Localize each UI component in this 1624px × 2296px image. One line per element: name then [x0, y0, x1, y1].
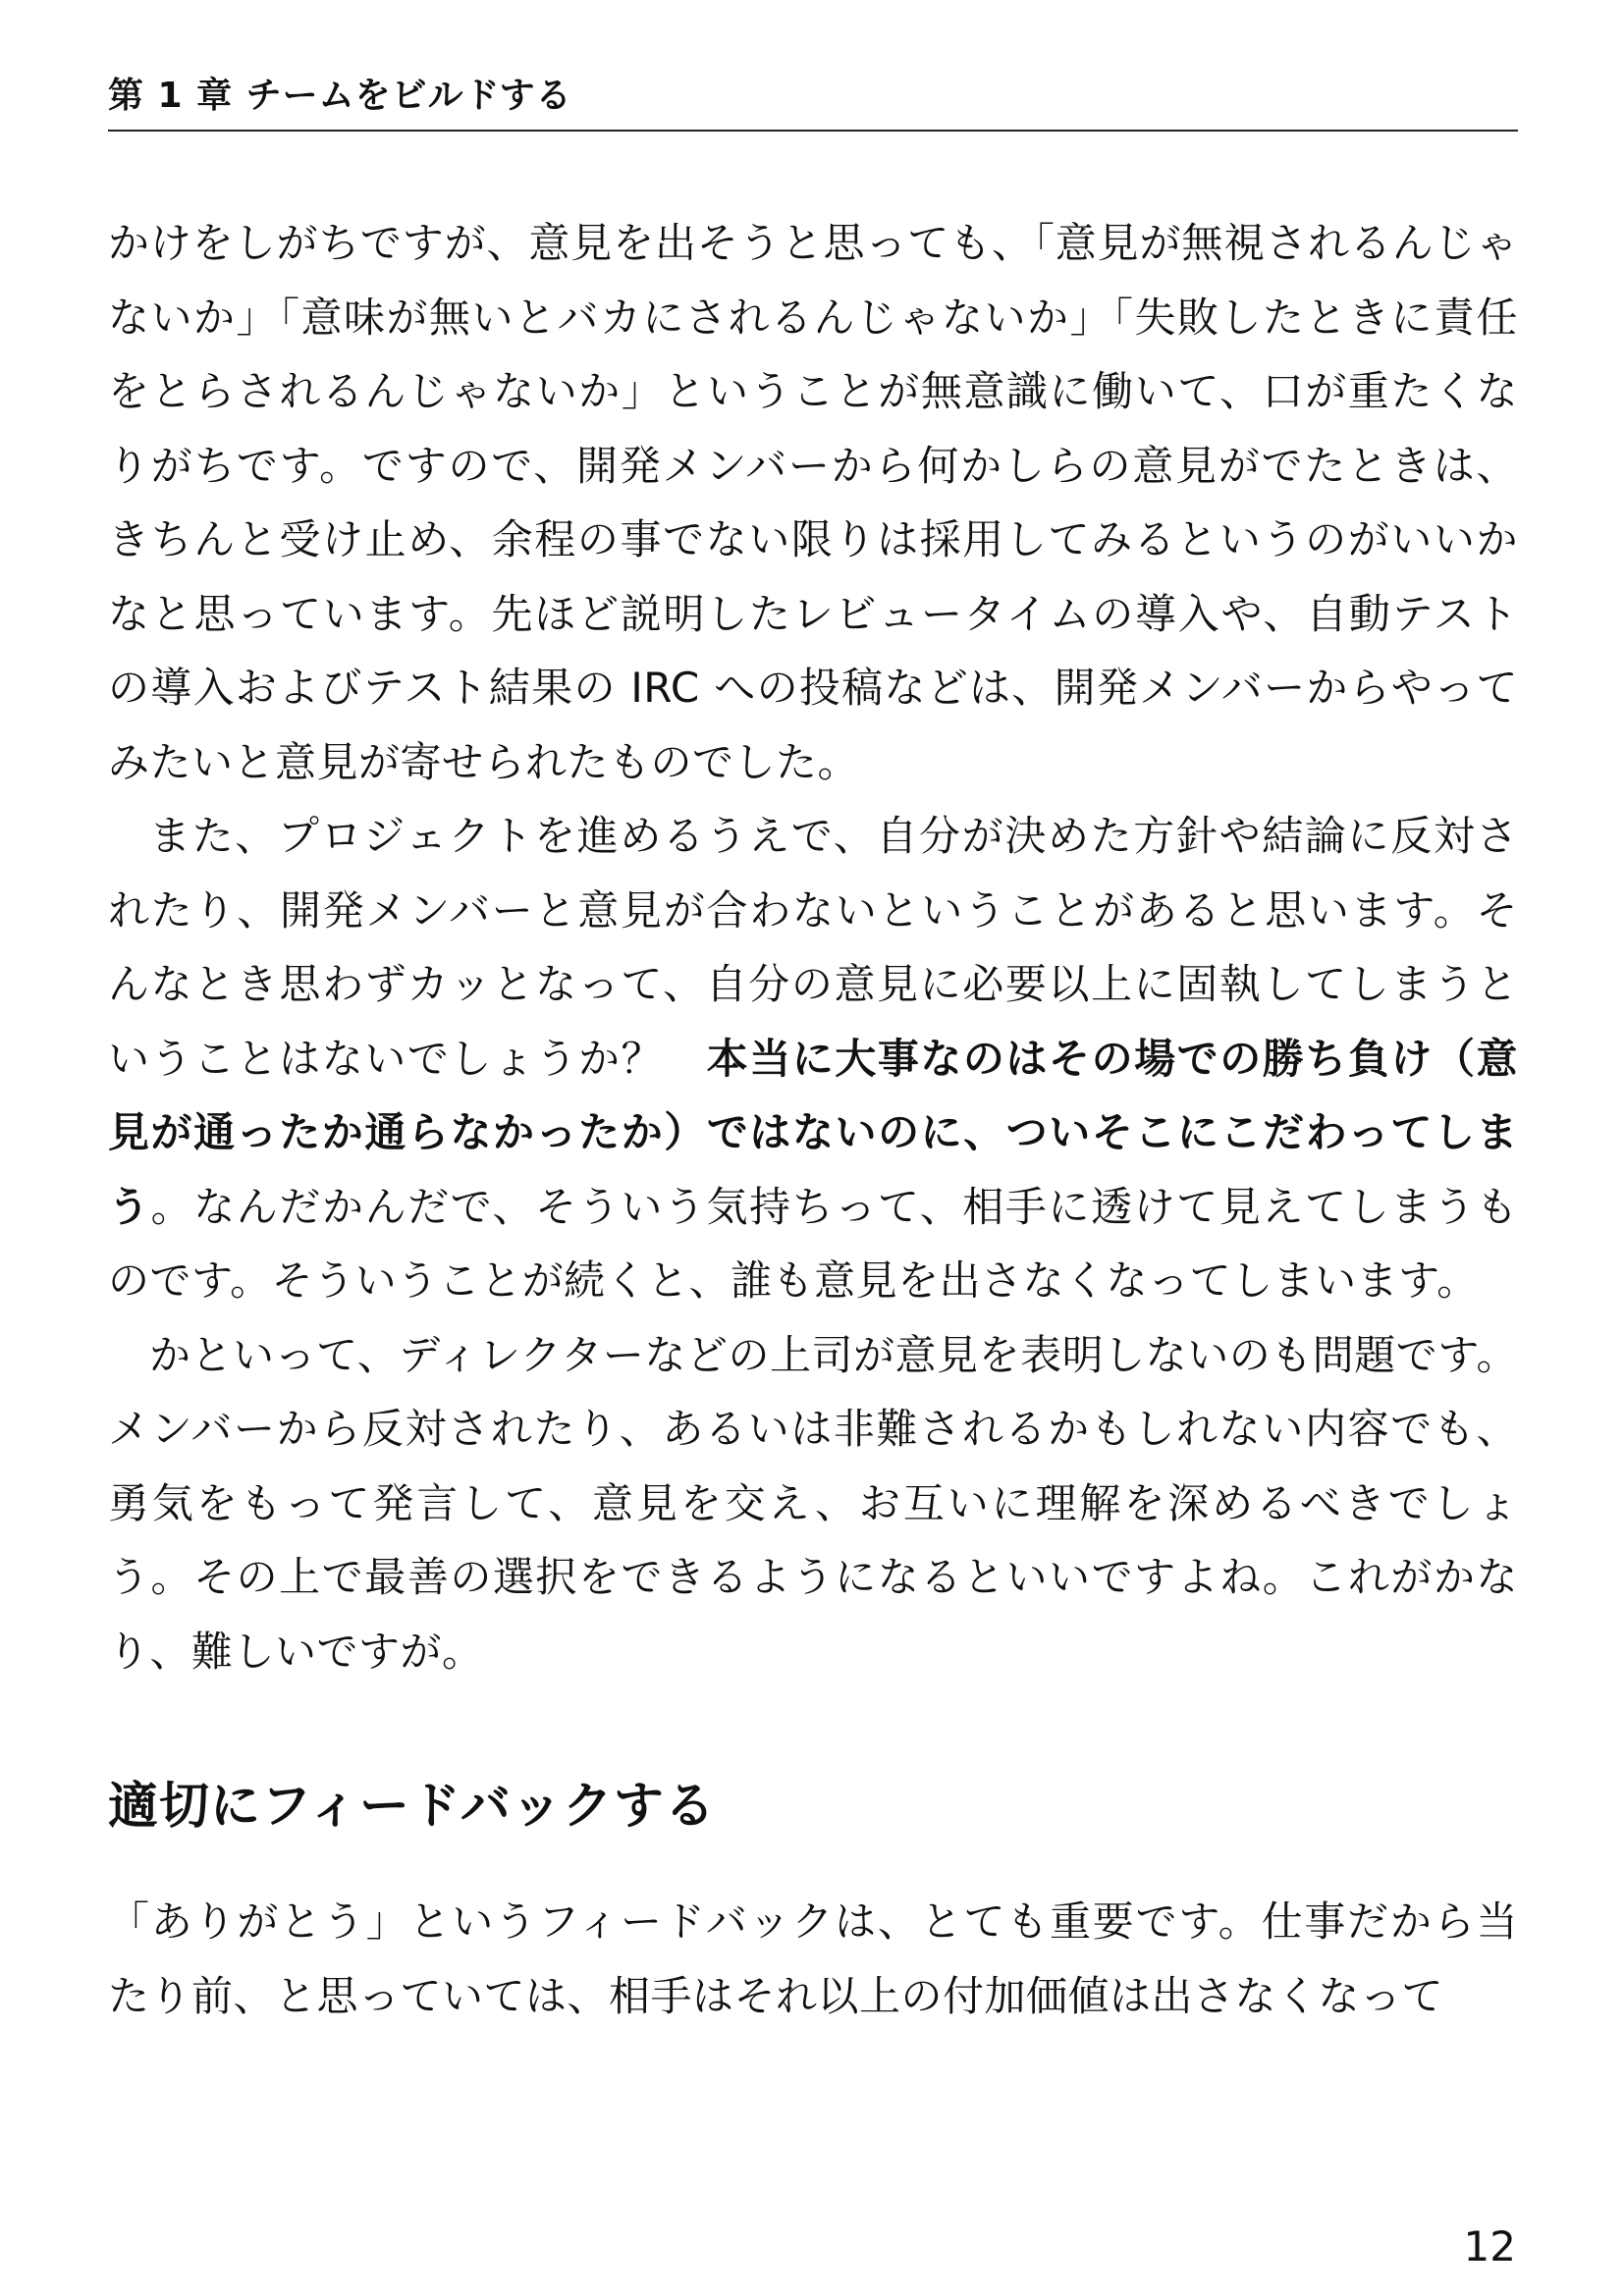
page-number: 12 [1463, 2222, 1516, 2270]
section-heading: 適切にフィードバックする [108, 1778, 716, 1836]
page-body [108, 206, 1518, 2033]
chapter-title: 第 1 章 チームをビルドする [108, 76, 572, 116]
paragraph-2-tail: 。なんだかんだで、そういう気持ちって、相手に透けて見えてしまうものです。そういうことが続くと、誰も意見を出さなくなってしまいます。 [108, 1182, 1518, 1305]
running-header [108, 71, 1518, 132]
paragraph-2-emphasis: 本当に大事なのはその場での勝ち負け（意見が通ったか通らなかったか）ではないのに、ついそこにこだわってしまう [108, 1034, 1518, 1231]
paragraph-1: かけをしがちですが、意見を出そうと思っても、「意見が無視されるんじゃないか」「意味が無いとバカにされるんじゃないか」「失敗したときに責任をとらされるんじゃないか」ということが無意識に働いて、口が重たくなりがちです。ですので、開発メンバーから何かしらの意見がでたときは、きちんと受け止め、余程の事でない限りは採用してみるというのがいいかなと思っています。先ほど説明したレビュータイムの導入や、自動テストの導入およびテスト結果の IRC への投稿などは、開発メンバーからやってみたいと意見が寄せられたものでした。 [108, 219, 1518, 786]
paragraph-4: 「ありがとう」というフィードバックは、とても重要です。仕事だから当たり前、と思っていては、相手はそれ以上の付加価値は出さなくなって [108, 1897, 1518, 2020]
paragraph-3: かといって、ディレクターなどの上司が意見を表明しないのも問題です。メンバーから反対されたり、あるいは非難されるかもしれない内容でも、勇気をもって発言して、意見を交え、お互いに理解を深めるべきでしょう。その上で最善の選択をできるようになるといいですよね。これがかなり、難しいですが。 [108, 1330, 1518, 1676]
paragraph-2 [108, 799, 1518, 1318]
paragraph-2-lead: また、プロジェクトを進めるうえで、自分が決めた方針や結論に反対されたり、開発メンバーと意見が合わないということがあると思います。そんなとき思わずカッとなって、自分の意見に必要以上に固執してしまうということはないでしょうか？ [108, 812, 1518, 1083]
